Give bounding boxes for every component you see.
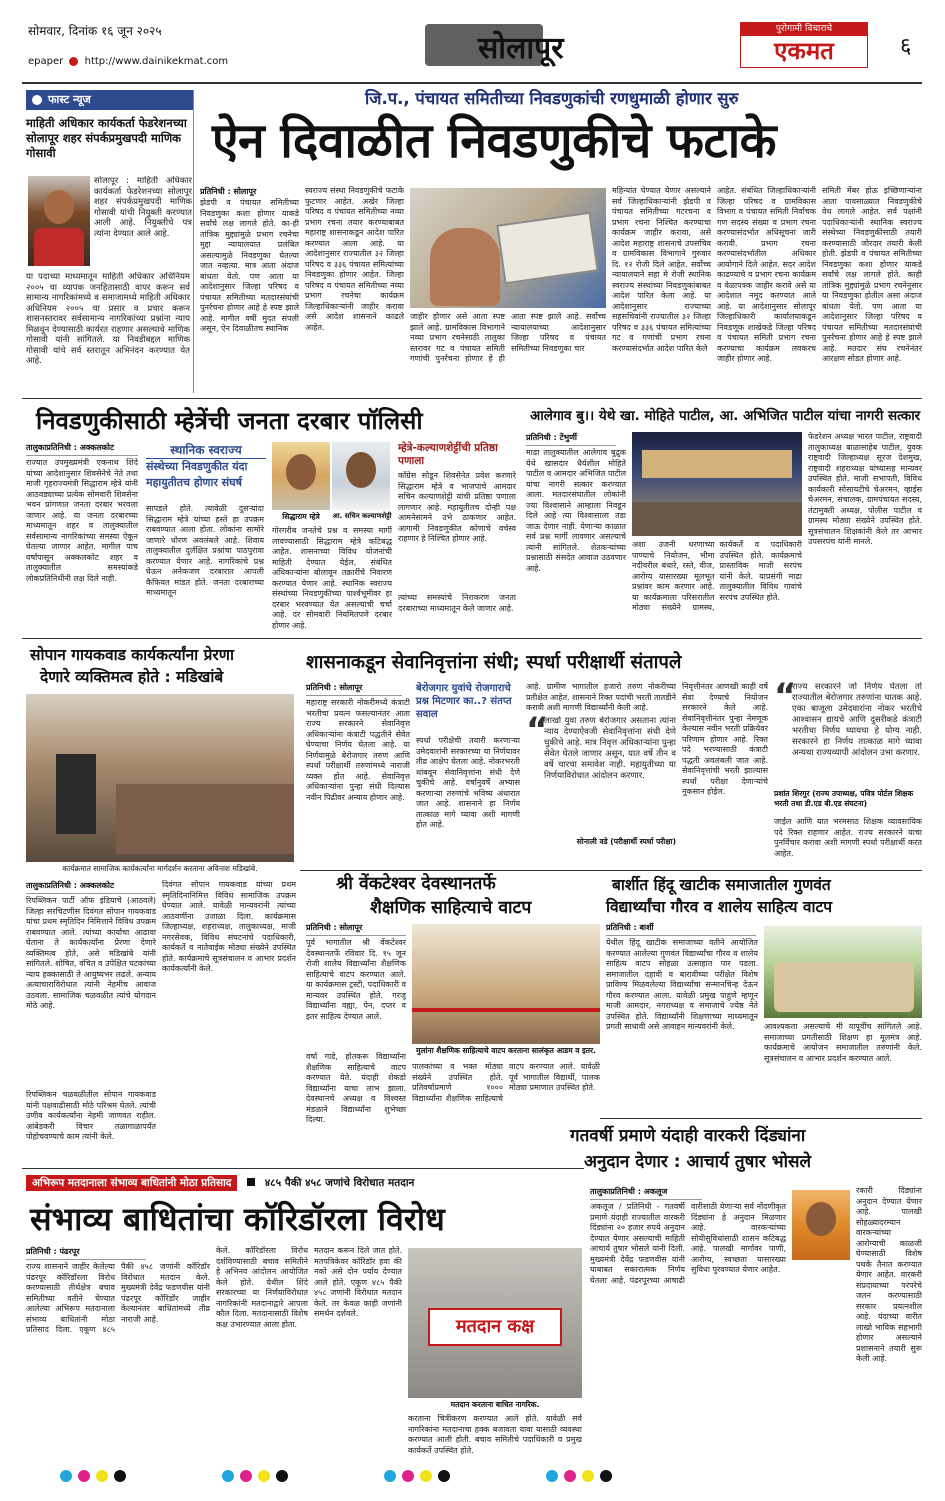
lead-col-2: स्वराज्य संस्था निवडणुकीचे फटाके फुटणार आहेत. अखेर जिल्हा परिषद व पंचायत समितीच्या नव्या प्रभाग रचना तयार करण्याबाबत महाराष्ट्र शासनाकडून आदेश पारित करण्यात आला आहे. या आदेशानुसार राज्यातील ३२ जिल्हा परिषद व ३३६ पंचायत समित्यांच्या निवडणुका होणार आहेत. जिल्हा परिषद व पंचायत समितीच्या नव्या प्रभाग रचनेचा कार्यक्रम जिल्हाधिकाऱ्यांनी जाहीर करावा असे आदेश शासनाने काढले आहेत. — [305, 186, 404, 332]
ribbon — [412, 1008, 600, 1012]
voting-photo — [410, 188, 606, 308]
matdan-col-2: केले. कॉरिडॉरला विरोध दर्शविण्यासाठी बचाव समितीने हे अभिनव आंदोलन आयोजित केले होते. येथील शिंदे सरकारच्या या निर्णयाविरोधात नागरिकांनी मतदानाद्वारे आपला कौल दिला. मतदानासाठी विशेष कक्ष उभारण्यात आला होता. — [216, 1246, 308, 1329]
sopan-col-1: रिपब्लिकन पार्टी ऑफ इंडियाचे (आठवले) जिल्हा सरचिटणीस दिवंगत सोपान गायकवाड यांचा प्रथम स्मृतिदिन निमित्ताने विविध उपक्रम राबवण्यात आले. त्यांच्या कार्याचा आढावा घेताना ते कार्यकर्त्यांना प्रेरणा देणारे व्यक्तिमत्व होते, असे मडिखांबे यांनी सांगितले. शोषित, वंचित व उपेक्षित घटकांच्या न्याय हक्कासाठी ते आयुष्यभर लढले. अन्याय अत्याचाराविरोधात त्यांनी नेहमीच आवाज उठवला. सामाजिक चळवळीत त्यांचे योगदान मोठे आहे. — [26, 896, 156, 1010]
barshi-byline: प्रतिनिधी : बार्शी — [606, 922, 756, 936]
fast-news-body: या पदाच्या माध्यमातून माहिती अधिकार अधिनियम २००५ चा व्यापक जनहितासाठी वापर करून सर्व सामान्य नागरिकांमध्ये व समाजामध्ये माहिती अधिकार अधिनियम २००५ चा प्रसार व प्रचार करून शासनस्तरावर सर्वसामान्य नागरिकांच्या प्रश्नांना न्याय मिळवून देण्यासाठी कार्यरत राहणार असल्याचे माणिक गोसावी यांनी सांगितले. या निवडीबद्दल माणिक गोसावी यांचे सर्व स्तरातून अभिनंदन करण्यात येत आहे. — [26, 272, 190, 366]
alegaon-col-1: माढा तालुक्यातील आलेगाव बुद्रुक येथे खासदार धैर्यशील मोहिते पाटील व आमदार अभिजित पाटील यांचा नागरी सत्कार करण्यात आला. मतदारसंघातील लोकांनी ज्या विश्वासाने आम्हाला निवडून दिले आहे त्या विश्वासाला तडा जाऊ देणार नाही. येणाऱ्या काळात सर्व प्रश्न मार्गी लावणार असल्याचे त्यांनी सांगितले. शेतकऱ्यांच्या प्रश्नासाठी संसदेत आवाज उठवणार आहे. — [526, 448, 626, 573]
matdan-story — [26, 1246, 582, 1458]
venkatesh-photo — [412, 924, 600, 1044]
janata-side-text-2: त्यांच्या समस्यांचे निराकरण जनता दरबाराच्या माध्यमातून केले जाणार आहे. — [398, 593, 516, 613]
matdan-col-3: मतदान करून दिले जात होते. मतपत्रिकेवर कॉरिडॉर हवा की नको असे दोन पर्याय देण्यात आले होते. एकूण ४८५ पैकी ४५८ जणांनी विरोधात मतदान केले. तर केवळ काही जणांनी समर्थन दर्शवले. — [314, 1246, 402, 1318]
janata-side-box — [398, 442, 516, 634]
voting-machine — [496, 212, 598, 285]
swatch-magenta-3 — [402, 1470, 414, 1482]
recruitment-story — [306, 676, 922, 868]
swatch-cyan-3 — [384, 1470, 396, 1482]
lead-byline: प्रतिनिधी : सोलापूर — [200, 187, 257, 196]
bhosale-photo — [792, 1190, 850, 1260]
swatch-yellow-2 — [258, 1470, 270, 1482]
alegaon-byline: प्रतिनिधी : टेंभुर्णी — [526, 432, 616, 446]
lead-col-6: समिती मेंबर होऊ इच्छिणाऱ्यांना आता पावसाळ्यात निवडणुकीचे वेध लागले आहेत. सर्व पक्षांनी पदाधिकाऱ्यांनी स्थानिक स्वराज्य संस्थेच्या निवडणुकीसाठी तयारी करण्यासाठी जोरदार तयारी केली होती. झेडपी व पंचायत समितीच्या निवडणुका कशा होणार याकडे सर्वांचे लक्ष लागले होते. काही तांत्रिक मुद्द्यांमुळे प्रभाग रचनेनुसार या निवडणुका होतील असा अंदाज बांधता येतो. पण आता या आदेशानुसार जिल्हा परिषद व पंचायत समितीच्या मतदारसंघांची पुनर्रचना होणार आहे हे स्पष्ट झाले आहे. मतदार संघ रचनेनंतर आरक्षण सोडत होणार आहे. — [822, 186, 922, 363]
mhetre-caption: सिद्धाराम म्हेत्रे — [282, 512, 320, 521]
swatch-yellow — [96, 1470, 108, 1482]
barshi-headline-1: बार्शीत हिंदू खाटीक समाजातील गुणवंत — [612, 876, 831, 894]
recruitment-box: बेरोजगार युवांचे रोजगाराचे प्रश्न मिटणार का..? संतप्त सवाल — [416, 683, 512, 720]
bhosale-face — [806, 1202, 836, 1236]
wari-headline-2: अनुदान देणार : आचार्य तुषार भोसले — [584, 1152, 812, 1172]
booth-sign-text: मतदान कक्ष — [455, 1316, 535, 1337]
sopan-story — [26, 880, 296, 1160]
rule-5 — [22, 1168, 584, 1169]
epaper-label: epaper — [28, 56, 64, 67]
quote-mark-icon-2: “ — [774, 676, 797, 716]
venkatesh-col-3: पालकांच्या व भक्त मोठ्या संख्येने उपस्थित होते. प्रतिवर्षाप्रमाणे १००० विद्यार्थ्यांना शैक्षणिक साहित्याचे वाटप करण्यात आले. यावेळी पूर्व भागातील विद्यार्थी, पालक मोठ्या प्रमाणात उपस्थित होते. — [412, 1062, 600, 1103]
matdan-col-4: करताना चित्रीकरण करण्यात आले होते. यावेळी सर्व नागरिकांना मतदानाचा हक्क बजावता यावा यासाठी व्यवस्था करण्यात आली होती. बचाव समितीचे पदाधिकारी व प्रमुख कार्यकर्ते उपस्थित होते. — [408, 1414, 582, 1455]
wari-col-2: रकारी दिंड्यांना अनुदान देण्यात येणार आहे. पालखी सोहळ्यादरम्यान वारकऱ्यांच्या आरोग्याची काळजी घेण्यासाठी विशेष पथके तैनात करण्यात येणार आहेत. वारकरी संप्रदायाच्या परंपरेचे जतन करण्यासाठी सरकार प्रयत्नशील आहे. यंदाच्या वारीत लाखो भाविक सहभागी होणार असल्याने प्रशासनाने तयारी सुरू केली आहे. — [856, 1186, 922, 1363]
globe-icon — [69, 57, 78, 66]
portrait-face — [44, 190, 74, 224]
venkatesh-byline: प्रतिनिधी : सोलापूर — [306, 922, 406, 936]
matdan-banner-2: ४८५ पैकी ४५८ जणांचे विरोधात मतदान — [264, 1177, 415, 1189]
janata-side-title: म्हेत्रे-कल्याणशेट्टींची प्रतिष्ठा पणाला — [398, 442, 498, 467]
audience — [116, 784, 294, 854]
felicitation-photo — [632, 432, 802, 536]
matdan-col-1: राज्य शासनाने जाहीर केलेल्या पंढरपूर कॉरिडॉरला विरोध करण्यासाठी तीर्थक्षेत्र बचाव समितीच्या वतीने घेण्यात आलेल्या अभिरूप मतदानाला संभाव्य बाधितांनी मोठा प्रतिसाद दिला. एकूण ४८५ पैकी ४५८ जणांनी कॉरिडॉर विरोधात मतदान केले. मुख्यमंत्री देवेंद्र फडणवीस यांनी पंढरपूर कॉरिडॉर जाहीर केल्यानंतर बाधितांमध्ये तीव्र नाराजी आहे. — [26, 1262, 210, 1334]
recruitment-col-5: जाईल आणि यात भरमसाठ शिक्षक व्यावसायिक पदे रिक्त राहणार आहेत. राज्य सरकारने याचा पुनर्विचार करावा अशी मागणी स्पर्धा परीक्षार्थी करत आहेत. — [774, 817, 922, 858]
swatch-magenta — [78, 1470, 90, 1482]
page-number: ६ — [900, 34, 912, 59]
alegaon-story — [526, 432, 922, 634]
swatch-cyan-4 — [546, 1470, 558, 1482]
mhetre-photo — [272, 442, 330, 510]
brand-name: एकमत — [774, 37, 834, 65]
header-date: सोमवार, दिनांक १६ जून २०२५ — [28, 24, 162, 38]
janata-box-title-1: स्थानिक स्वराज्य — [146, 442, 266, 459]
matdan-banner-1: अभिरूप मतदानाला संभाव्य बाधितांनी मोठा प्रतिसाद — [26, 1175, 237, 1191]
rule-2 — [22, 638, 922, 639]
wari-story — [590, 1186, 922, 1458]
quote-2-author: प्रशांत शिरगुर (राज्य उपाध्यक्ष, पवित्र पोर्टल शिक्षक भरती तथा डी.एड बी.एड संघटना) — [774, 789, 914, 808]
fast-news-icon — [32, 95, 42, 105]
swatch-black-2 — [276, 1470, 288, 1482]
sopan-col-1b: रिपब्लिकन चळवळीतील सोपान गायकवाड यांनी पक्षवाढीसाठी मोठे परिश्रम घेतले. त्यांची उणीव कार्यकर्त्यांना नेहमी जाणवत राहील. आंबेडकरी विचार तळागाळापर्यंत पोहोचवण्याचे काम त्यांनी केले. — [26, 1090, 156, 1141]
lead-col-5: आहेत. संबंधित जिल्हाधिकाऱ्यांनी जिल्हा परिषद व ग्रामविकास विभाग व पंचायत समिती निर्वाचक गण सदस्य संख्या व प्रभाग रचना करण्यासंदर्भात अधिसूचना जारी करावी. प्रभाग रचना करण्यासंदर्भातील अधिकार आयोगाने दिले आहेत. सदर आदेश काढण्याचे व प्रभाग रचना कार्यक्रम व वेळापत्रक जाहीर करावे असे या आदेशात नमूद करण्यात आले आहे. या आदेशानुसार सोलापूर जिल्हाधिकारी कार्यालयाकडून निवडणूक शाखेकडे जिल्हा परिषद व पंचायत समिती प्रभाग रचना करण्याचा कार्यक्रम लवकरच जाहीर होणार आहे. — [717, 186, 816, 363]
swatch-magenta-2 — [240, 1470, 252, 1482]
swatch-black — [114, 1470, 126, 1482]
barshi-caption: आवश्यकता असल्याचे मी यापूर्वीच सांगितले आहे. समाजाच्या प्रगतीसाठी शिक्षण हा मूलमंत्र आहे. कार्यक्रमाचे आयोजन समाजातील तरुणांनी केले. सूत्रसंचालन व आभार प्रदर्शन करण्यात आले. — [764, 1022, 922, 1063]
recruitment-quote-2 — [774, 676, 922, 868]
swatch-yellow-4 — [582, 1470, 594, 1482]
speaker-podium — [56, 754, 96, 834]
website-link[interactable]: http://www.dainikekmat.com — [84, 56, 229, 67]
matdan-caption: मतदान करताना बाधित नागरिक. — [450, 1400, 540, 1409]
quote-2-text: राज्य सरकारने जो निर्णय घेतला तो राज्यातील बेरोजगार तरुणांना घातक आहे. एका बाजूला उमेदवारांना नोकर भरतीचे आश्वासन द्यायचे आणि दुसरीकडे कंत्राटी भरतीचा निर्णय घ्यायचा हे योग्य नाही. सरकारने हा निर्णय तात्काळ मागे घ्यावा अन्यथा राज्यव्यापी आंदोलन उभा करणार. — [792, 682, 922, 758]
lead-kicker: जि.प., पंचायत समितीच्या निवडणुकांची रणधुमाळी होणार सुरु — [365, 89, 739, 108]
quote-mark-icon: “ — [526, 710, 549, 750]
swatch-magenta-4 — [564, 1470, 576, 1482]
barshi-story — [606, 922, 922, 1116]
wari-col-1: अकलूज / प्रतिनिधी - गतवर्षी प्रमाणे यंदाही राज्यातील वारकरी दिंड्यांना २० हजार रुपये अनुदान देण्यात येणार असल्याची माहिती आचार्य तुषार भोसले यांनी दिली. मुख्यमंत्री देवेंद्र फडणवीस यांनी याबाबत सकारात्मक निर्णय घेतला आहे. पंढरपूरच्या आषाढी वारीसाठी येणाऱ्या सर्व नोंदणीकृत दिंड्यांना हे अनुदान मिळणार आहे. वारकऱ्यांच्या सोयीसुविधांसाठी शासन कटिबद्ध आहे. पालखी मार्गावर पाणी, आरोग्य, स्वच्छता यासारख्या सुविधा पुरवण्यात येणार आहेत. — [590, 1202, 786, 1285]
swatch-cyan-2 — [222, 1470, 234, 1482]
crowd — [632, 502, 802, 536]
recruitment-headline: शासनाकडून सेवानिवृत्तांना संधी; स्पर्धा परीक्षार्थी संतापले — [306, 652, 682, 673]
kalyanshetti-face — [346, 452, 376, 488]
lead-col-4: महिन्यांत घेण्यात येणार असल्याने सर्व जिल्हाधिकाऱ्यांनी झेडपी व पंचायत समितीच्या गटरचना व प्रभाग रचना निश्चित करण्याचा कार्यक्रम जाहीर करावा, असे आदेश महाराष्ट्र शासनाचे उपसचिव व ग्रामविकास विभागाने गुरुवार दि. १२ रोजी दिले आहेत. सर्वोच्च न्यायालयाने सहा मे रोजी स्थानिक स्वराज्य संस्थांच्या निवडणुकांबाबत आदेश पारित केला आहे. या आदेशानुसार राज्याच्या सहसचिवांनी राज्यातील ३२ जिल्हा परिषद व ३३६ पंचायत समित्यांच्या गट व गणांची प्रभाग रचना करण्यासंदर्भात आदेश पारित केले — [612, 186, 711, 353]
recruitment-col-2: स्पर्धा परीक्षेची तयारी करणाऱ्या उमेदवारांनी सरकारच्या या निर्णयावर तीव्र आक्षेप घेतला आहे. नोकरभरती थांबवून सेवानिवृत्तांना संधी देणे चुकीचे आहे. वर्षानुवर्षे अभ्यास करणाऱ्या तरुणांचे भविष्य अंधारात जात आहे. शासनाने हा निर्णय तात्काळ मागे घ्यावा अशी मागणी होत आहे. — [416, 736, 520, 829]
polling-booth-photo — [408, 1248, 582, 1398]
sopan-byline: तालुकाप्रतिनिधी : अक्कलकोट — [26, 880, 156, 894]
alegaon-headline: आलेगाव बु।। येथे खा. मोहिते पाटील, आ. अभिजित पाटील यांचा नागरी सत्कार — [530, 408, 921, 424]
sopan-headline-2: देणारे व्यक्तिमत्व होते : मडिखांबे — [40, 668, 224, 686]
color-registration-bar — [60, 1470, 890, 1484]
swatch-black-4 — [600, 1470, 612, 1482]
swatch-black-3 — [438, 1470, 450, 1482]
fast-news-side-text: सोलापूर : माहिती अधिकार कार्यकर्ता फेडरेशनच्या सोलापूर शहर संपर्कप्रमुखपदी माणिक गोसावी यांची नियुक्ती करण्यात आली आहे. नियुक्तीचे पत्र त्यांना देण्यात आले आहे. — [94, 176, 192, 239]
swatch-yellow-3 — [420, 1470, 432, 1482]
janata-headline: निवडणुकीसाठी म्हेत्रेंची जनता दरबार पॉलिसी — [36, 407, 423, 435]
header-epaper-line — [28, 56, 228, 67]
students — [774, 962, 914, 1012]
matdan-banner-sep — [247, 1178, 255, 1186]
portrait-shirt — [34, 228, 84, 266]
sopan-photo — [26, 694, 294, 862]
rule-3 — [300, 870, 922, 871]
janata-story — [26, 442, 516, 634]
brand-tagline: पुरोगामी विचाराचे — [741, 23, 867, 36]
barshi-photo — [764, 926, 922, 1018]
quote-1-author: सोनाली वडे (परीक्षार्थी स्पर्धा परीक्षा) — [576, 837, 676, 846]
fast-news-label-bar — [26, 90, 193, 110]
wari-headline-1: गतवर्षी प्रमाणे यंदाही वारकरी दिंड्यांना — [570, 1126, 806, 1146]
matdan-headline: संभाव्य बाधितांचा कॉरिडॉरला विरोध — [30, 1200, 445, 1238]
venkatesh-col-1: पूर्व भागातील श्री वेंकटेश्वर देवस्थानतर्फे रविवार दि. १५ जून रोजी शालेय विद्यार्थ्यांना शैक्षणिक साहित्याचे वाटप करण्यात आले. या कार्यक्रमास ट्रस्टी, पदाधिकारी व मान्यवर उपस्थित होते. गरजू विद्यार्थ्यांना वह्या, पेन, दप्तर व इतर साहित्य देण्यात आले. — [306, 938, 406, 1021]
page-header — [0, 0, 945, 84]
recruitment-byline: प्रतिनिधी : सोलापूर — [306, 682, 402, 696]
matdan-banner — [26, 1174, 582, 1192]
fast-news-headline: माहिती अधिकार कार्यकर्ता फेडरेशनच्या सोलापूर शहर संपर्कप्रमुखपदी माणिक गोसावी — [26, 116, 187, 160]
brand-box — [740, 22, 868, 68]
wari-byline: तालुकाप्रतिनिधी : अकलूज — [590, 1186, 702, 1200]
rule-4 — [600, 1118, 922, 1119]
lead-col-1: झेडपी व पंचायत समितीच्या निवडणुका कशा होणार याकडे सर्वांचे लक्ष लागले होते. का-ही तांत्रिक मुद्द्यांमुळे प्रभाग रचनेचा मुद्दा न्यायालयात प्रलंबित असल्यामुळे निवडणुका घेतल्या जात नव्हत्या. मात्र आता अंदाज बांधता येतो. पण आता या आदेशानुसार जिल्हा परिषद व पंचायत समितीच्या मतदारसंघांची पुनर्रचना होणार आहे हे स्पष्ट झाले आहे. मागील वर्षी मुदत संपली असून, ऐन दिवाळीतच स्थानिक — [200, 198, 299, 333]
venkatesh-headline-2: शैक्षणिक साहित्याचे वाटप — [370, 898, 532, 918]
alegaon-col-2: अशा उजनी धरणाच्या पाण्याचे नियोजन, भीमा नदीवरील बंधारे, रस्ते, वीज, आरोग्य यासारख्या मूलभूत प्रश्नांवर काम करणार आहे. या कार्यक्रमाला परिसरातील मोठ्या संख्येने ग्रामस्थ, कार्यकर्ते व पदाधिकारी उपस्थित होते. कार्यक्रमाचे प्रास्ताविक माजी सरपंच यांनी केले. याप्रसंगी माढा तालुक्यातील विविध गावांचे सरपंच उपस्थित होते. — [632, 540, 802, 612]
janata-col-1: राज्यात उपमुख्यमंत्री एकनाथ शिंदे यांच्या आदेशानुसार शिवसेनेचे नेते तथा माजी गृहराज्यमंत्री सिद्धाराम म्हेत्रे यांनी आठवड्याच्या प्रत्येक सोमवारी शिवसेना भवन प्रांगणात जनता दरबार भरवला जाणार आहे. या जनता दरबारच्या माध्यमातून शहर व तालुक्यातील सर्वसामान्य नागरिकांच्या समस्या ऐकून घेतल्या जाणार आहेत. मागील पाच वर्षांपासून अक्कलकोट शहर व तालुक्यातील समस्यांकडे लोकप्रतिनिधींनी लक्ष दिले नाही. — [26, 458, 138, 583]
recruitment-col-4: निवृत्तीनंतर आणखी काही वर्षे सेवा देण्याचे नियोजन सरकारने केले आहे. सेवानिवृत्तीनंतर पुन्हा नेमणूक केल्यास नवीन भरती प्रक्रियेवर परिणाम होणार आहे. रिक्त पदे भरण्यासाठी कंत्राटी पद्धती अवलंबली जात आहे. सेवानिवृत्तांची भरती झाल्यास स्पर्धा परीक्षा देणाऱ्यांचे नुकसान होईल. — [682, 682, 768, 796]
recruitment-quote-1 — [526, 710, 676, 866]
portrait-photo — [28, 176, 90, 266]
janata-box-title — [146, 442, 266, 500]
sopan-col-2: दिवंगत सोपान गायकवाड यांच्या प्रथम स्मृतिदिनानिमित्त विविध सामाजिक उपक्रम घेण्यात आले. यावेळी मान्यवरांनी त्यांच्या आठवणींना उजाळा दिला. कार्यक्रमास जिल्हाध्यक्ष, शहराध्यक्ष, तालुकाध्यक्ष, माजी नगरसेवक, विविध संघटनांचे पदाधिकारी, कार्यकर्ते व नातेवाईक मोठ्या संख्येने उपस्थित होते. कार्यक्रमाचे सूत्रसंचालन व आभार प्रदर्शन कार्यकर्त्यांनी केले. — [162, 880, 296, 973]
lead-headline: ऐन दिवाळीत निवडणुकीचे फटाके — [212, 113, 777, 169]
swatch-cyan — [60, 1470, 72, 1482]
barshi-headline-2: विद्यार्थ्यांचा गौरव व शालेय साहित्य वाटप — [606, 898, 833, 916]
sopan-headline-1: सोपान गायकवाड कार्यकर्त्यांना प्रेरणा — [30, 646, 234, 664]
fast-news-label: फास्ट न्यूज — [48, 93, 91, 106]
kalyanshetti-caption: आ. सचिन कल्याणशेट्टी — [332, 512, 392, 520]
janata-byline: तालुकाप्रतिनिधी : अक्कलकोट — [26, 442, 138, 456]
sopan-caption: कार्यक्रमात सामाजिक कार्यकर्त्यांना मार्गदर्शन करताना अविनाश मडिखांबे. — [62, 864, 258, 873]
venkatesh-caption: मुलांना शैक्षणिक साहित्याचे वाटप करताना सालंकृत आडम व इतर. — [416, 1046, 596, 1055]
recruitment-col-3: आहे. ग्रामीण भागातील हजारो तरुण नोकरीच्या प्रतीक्षेत आहेत. शासनाने रिक्त पदांची भरती तातडीने करावी अशी मागणी विद्यार्थ्यांनी केली आहे. — [526, 682, 676, 712]
kalyanshetti-photo — [332, 442, 390, 510]
quote-1-text: लाखो युवा तरुण बेरोजगार असताना त्यांना न्याय देण्याऐवजी सेवानिवृत्तांना संधी देणे चुकीचे आहे. मात्र निवृत्त अधिकाऱ्यांना पुन्हा सेवेत घेतले जाणार असून, यात वर्षे तीन व वर्षे चारचा समावेश नाही. महायुतीच्या या निर्णयाविरोधात आंदोलन करणार. — [544, 716, 676, 781]
barshi-col-1: येथील हिंदू खाटीक समाजाच्या वतीने आयोजित करण्यात आलेल्या गुणवंत विद्यार्थ्यांचा गौरव व शालेय साहित्य वाटप सोहळा उत्साहात पार पडला. समाजातील दहावी व बारावीच्या परीक्षेत विशेष प्राविण्य मिळवलेल्या विद्यार्थ्यांचा सन्मानचिन्ह देऊन गौरव करण्यात आला. यावेळी प्रमुख पाहुणे म्हणून माजी आमदार, नगराध्यक्ष व समाजाचे ज्येष्ठ नेते उपस्थित होते. विद्यार्थ्यांनी शिक्षणाच्या माध्यमातून प्रगती साधावी असे आवाहन मान्यवरांनी केले. — [606, 938, 758, 1031]
fast-news-panel — [26, 90, 194, 393]
alegaon-col-3: फेडरेशन अध्यक्ष भारत पाटील, राष्ट्रवादी तालुकाध्यक्ष बाळासाहेब पाटील, युवक राष्ट्रवादी जिल्हाध्यक्ष सूरज देशमुख, राष्ट्रवादी शहराध्यक्ष यांच्यासह मान्यवर उपस्थित होते. माजी सभापती, विविध कार्यकारी सोसायटीचे चेअरमन, व्हाईस चेअरमन, संचालक, ग्रामपंचायत सदस्य, तंटामुक्ती अध्यक्ष, पोलीस पाटील व ग्रामस्थ मोठ्या संख्येने उपस्थित होते. सूत्रसंचालन शिक्षकांनी केले तर आभार उपसरपंच यांनी मानले. — [808, 432, 922, 546]
voting-hand — [430, 228, 500, 306]
booth-sign — [428, 1308, 562, 1346]
edition-title: सोलापूर — [478, 31, 564, 66]
janata-side-text: कॉंग्रेस सोडून शिवसेनेत प्रवेश करणारे सिद्धाराम म्हेत्रे व भाजपाचे आमदार सचिन कल्याणशेट्टी यांची प्रतिष्ठा पणाला लागणार आहे. महायुतीतच दोन्ही पक्ष आमनेसामने उभे ठाकणार आहेत. आगामी निवडणुकीत कोणाचे वर्चस्व राहणार हे निश्चित होणार आहे. — [398, 471, 516, 543]
header-rule — [22, 82, 922, 84]
matdan-byline: प्रतिनिधी : पंढरपूर — [26, 1246, 146, 1260]
janata-box-title-3: महायुतीतच होणार संघर्ष — [146, 476, 242, 489]
recruitment-col-1: महाराष्ट्र सरकारी नोकरीमध्ये कंत्राटी भरतीचा प्रयत्न फसल्यानंतर आता राज्य सरकारने सेवानिवृत्त अधिकाऱ्यांना कंत्राटी पद्धतीने सेवेत घेण्याचा निर्णय घेतला आहे. या निर्णयामुळे बेरोजगार तरुण आणि स्पर्धा परीक्षार्थी तरुणांमध्ये नाराजी व्यक्त होत आहे. सेवानिवृत्त अधिकाऱ्यांना पुन्हा संधी दिल्यास नवीन पिढीवर अन्याय होणार आहे. — [306, 698, 410, 802]
mhetre-face — [286, 454, 316, 490]
venkatesh-col-2: वर्षा गाडे, होतकरू विद्यार्थ्यांना शैक्षणिक साहित्याचे वाटप करण्यात येते. यंदाही शेकडो विद्यार्थ्यांना याचा लाभ झाला. देवस्थानचे अध्यक्ष व विश्वस्त मंडळाने विद्यार्थ्यांना शुभेच्छा दिल्या. — [306, 1052, 406, 1124]
venkatesh-story — [306, 922, 600, 1166]
lead-story-body — [200, 186, 922, 396]
stage-banner — [642, 450, 792, 478]
janata-col-2: सापडले होते. त्यावेळी दुसऱ्यांदा सिद्धाराम म्हेत्रे यांच्या हस्ते हा उपक्रम राबवण्यात आला होता. लोकांना सामोरे जाणारे धोरण अवलंबले आहे. शिवाय तालुक्यातील दुर्लक्षित प्रश्नांचा पाठपुरावा करण्यात येणार आहे. नागरिकांचे प्रश्न घेऊन अनेकजण दरबारात आपली कैफियत मांडत होते. जनता दरबाराच्या माध्यमातून — [146, 504, 264, 597]
lead-col-3: जाहीर होणार असे आता स्पष्ट झाले आहे. ग्रामविकास विभागाने नव्या प्रभाग रचनेसाठी तालुका स्तरावर गट व पंचायत समिती गणांची पुनर्रचना होणार हे ही आता स्पष्ट झाले आहे. सर्वोच्च न्यायालयाच्या आदेशानुसार जिल्हा परिषद व पंचायत समितीच्या निवडणुका चार — [410, 312, 606, 363]
rule-1 — [22, 398, 922, 399]
janata-col-3: गोरगरीब जनतेचे प्रश्न व समस्या मार्गी लावण्यासाठी सिद्धाराम म्हेत्रे कटिबद्ध आहेत. शासनाच्या विविध योजनांची माहिती देण्यात येईल, संबंधित अधिकाऱ्यांना बोलावून तक्रारींचे निवारण करण्यात येणार आहे. स्थानिक स्वराज्य संस्थांच्या निवडणुकीच्या पार्श्वभूमीवर हा दरबार भरवण्यात येत असल्याची चर्चा आहे. दर सोमवारी नियमितपणे दरबार होणार आहे. — [272, 526, 392, 630]
janata-box-title-2: संस्थेच्या निवडणुकीत यंदा — [146, 460, 248, 473]
venkatesh-headline-1: श्री वेंकटेश्वर देवस्थानतर्फे — [336, 874, 496, 894]
